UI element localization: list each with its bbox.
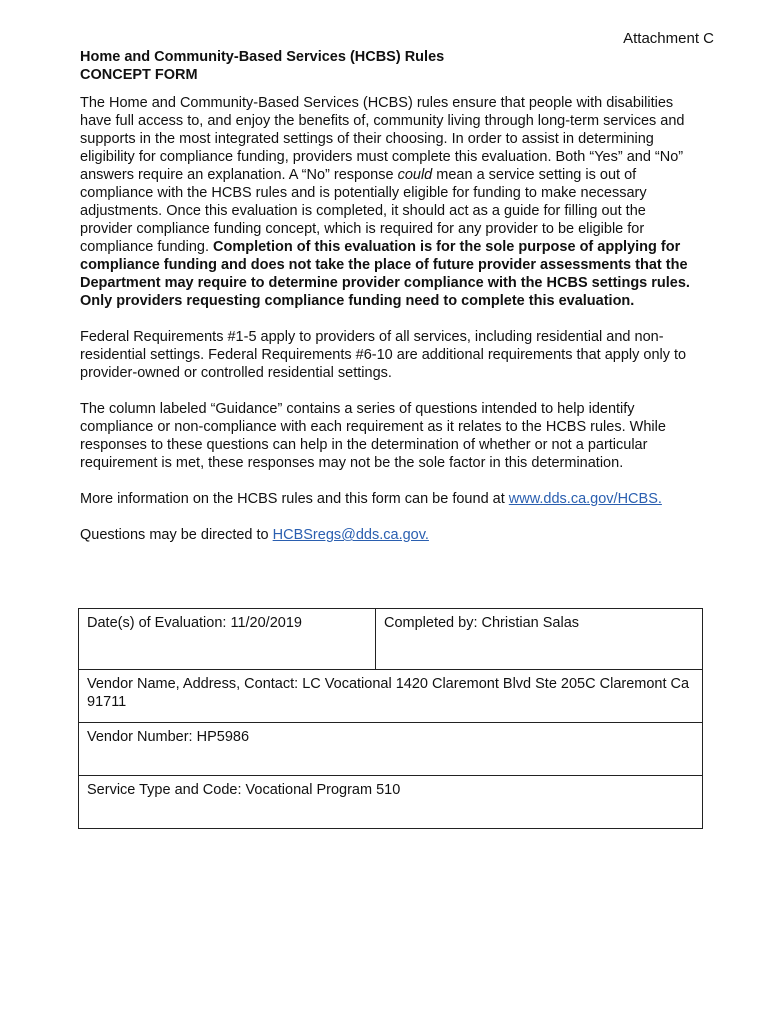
vendor-number-field[interactable]: Vendor Number: HP5986 [79,723,703,776]
table-row [79,609,703,670]
intro-text-a: The Home and Community-Based Services (HCBS) rules ensure that people with disabilities have full access to, and enjoy the benefits of, community living through long-term services and supports in the most integrated settings of their choosing. In order to assist in determining eligibility for compliance funding, providers must complete this evaluation. Both “Yes” and “No” answers require an explanation. A “No” response [80,95,685,183]
hcbs-email-link[interactable]: HCBSregs@dds.ca.gov. [272,527,429,543]
intro-bold-text: Completion of this evaluation is for the sole purpose of applying for compliance funding and does not take the place of future provider assessments that the Department may require to determine provider compliance with the HCBS settings rules. Only providers requesting compliance funding need to complete this evaluation. [80,239,690,309]
intro-paragraph [80,94,692,310]
document-title [80,48,444,84]
hcbs-website-link[interactable]: www.dds.ca.gov/HCBS. [508,491,662,507]
evaluation-form-table [78,608,703,829]
dates-of-evaluation-field[interactable]: Date(s) of Evaluation: 11/20/2019 [79,609,376,670]
table-row [79,723,703,776]
intro-text-b: mean a service setting is out of compliance with the HCBS rules and is potentially eligible for funding to make necessary adjustments. Once this evaluation is completed, it should act as a guide for filling out the provider compliance funding concept, which is required for any provider to be eligible for compliance funding. [80,167,647,255]
guidance-paragraph: The column labeled “Guidance” contains a series of questions intended to help identify compliance or non-compliance with each requirement as it relates to the HCBS rules. While responses to these questions can help in the determination of whether or not a particular requirement is met, these responses may not be the sole factor in this determination. [80,401,666,471]
document-body [80,94,692,562]
questions-paragraph [80,526,692,544]
federal-paragraph: Federal Requirements #1-5 apply to providers of all services, including residential and non-residential settings. Federal Requirements #6-10 are additional requirements that apply only to provider-owned or controlled residential settings. [80,329,687,381]
completed-by-field[interactable]: Completed by: Christian Salas [376,609,703,670]
intro-italic: could [397,167,433,183]
table-row [79,670,703,723]
vendor-info-field[interactable]: Vendor Name, Address, Contact: LC Vocational 1420 Claremont Blvd Ste 205C Claremont Ca 91711 [79,670,703,723]
title-line-2: CONCEPT FORM [80,67,198,83]
questions-text: Questions may be directed to [80,527,273,543]
title-line-1: Home and Community-Based Services (HCBS) Rules [80,49,445,65]
table-row [79,776,703,829]
attachment-label: Attachment C [623,30,714,47]
more-info-paragraph [80,490,692,508]
more-info-text: More information on the HCBS rules and this form can be found at [80,491,509,507]
service-type-field[interactable]: Service Type and Code: Vocational Program 510 [79,776,703,829]
